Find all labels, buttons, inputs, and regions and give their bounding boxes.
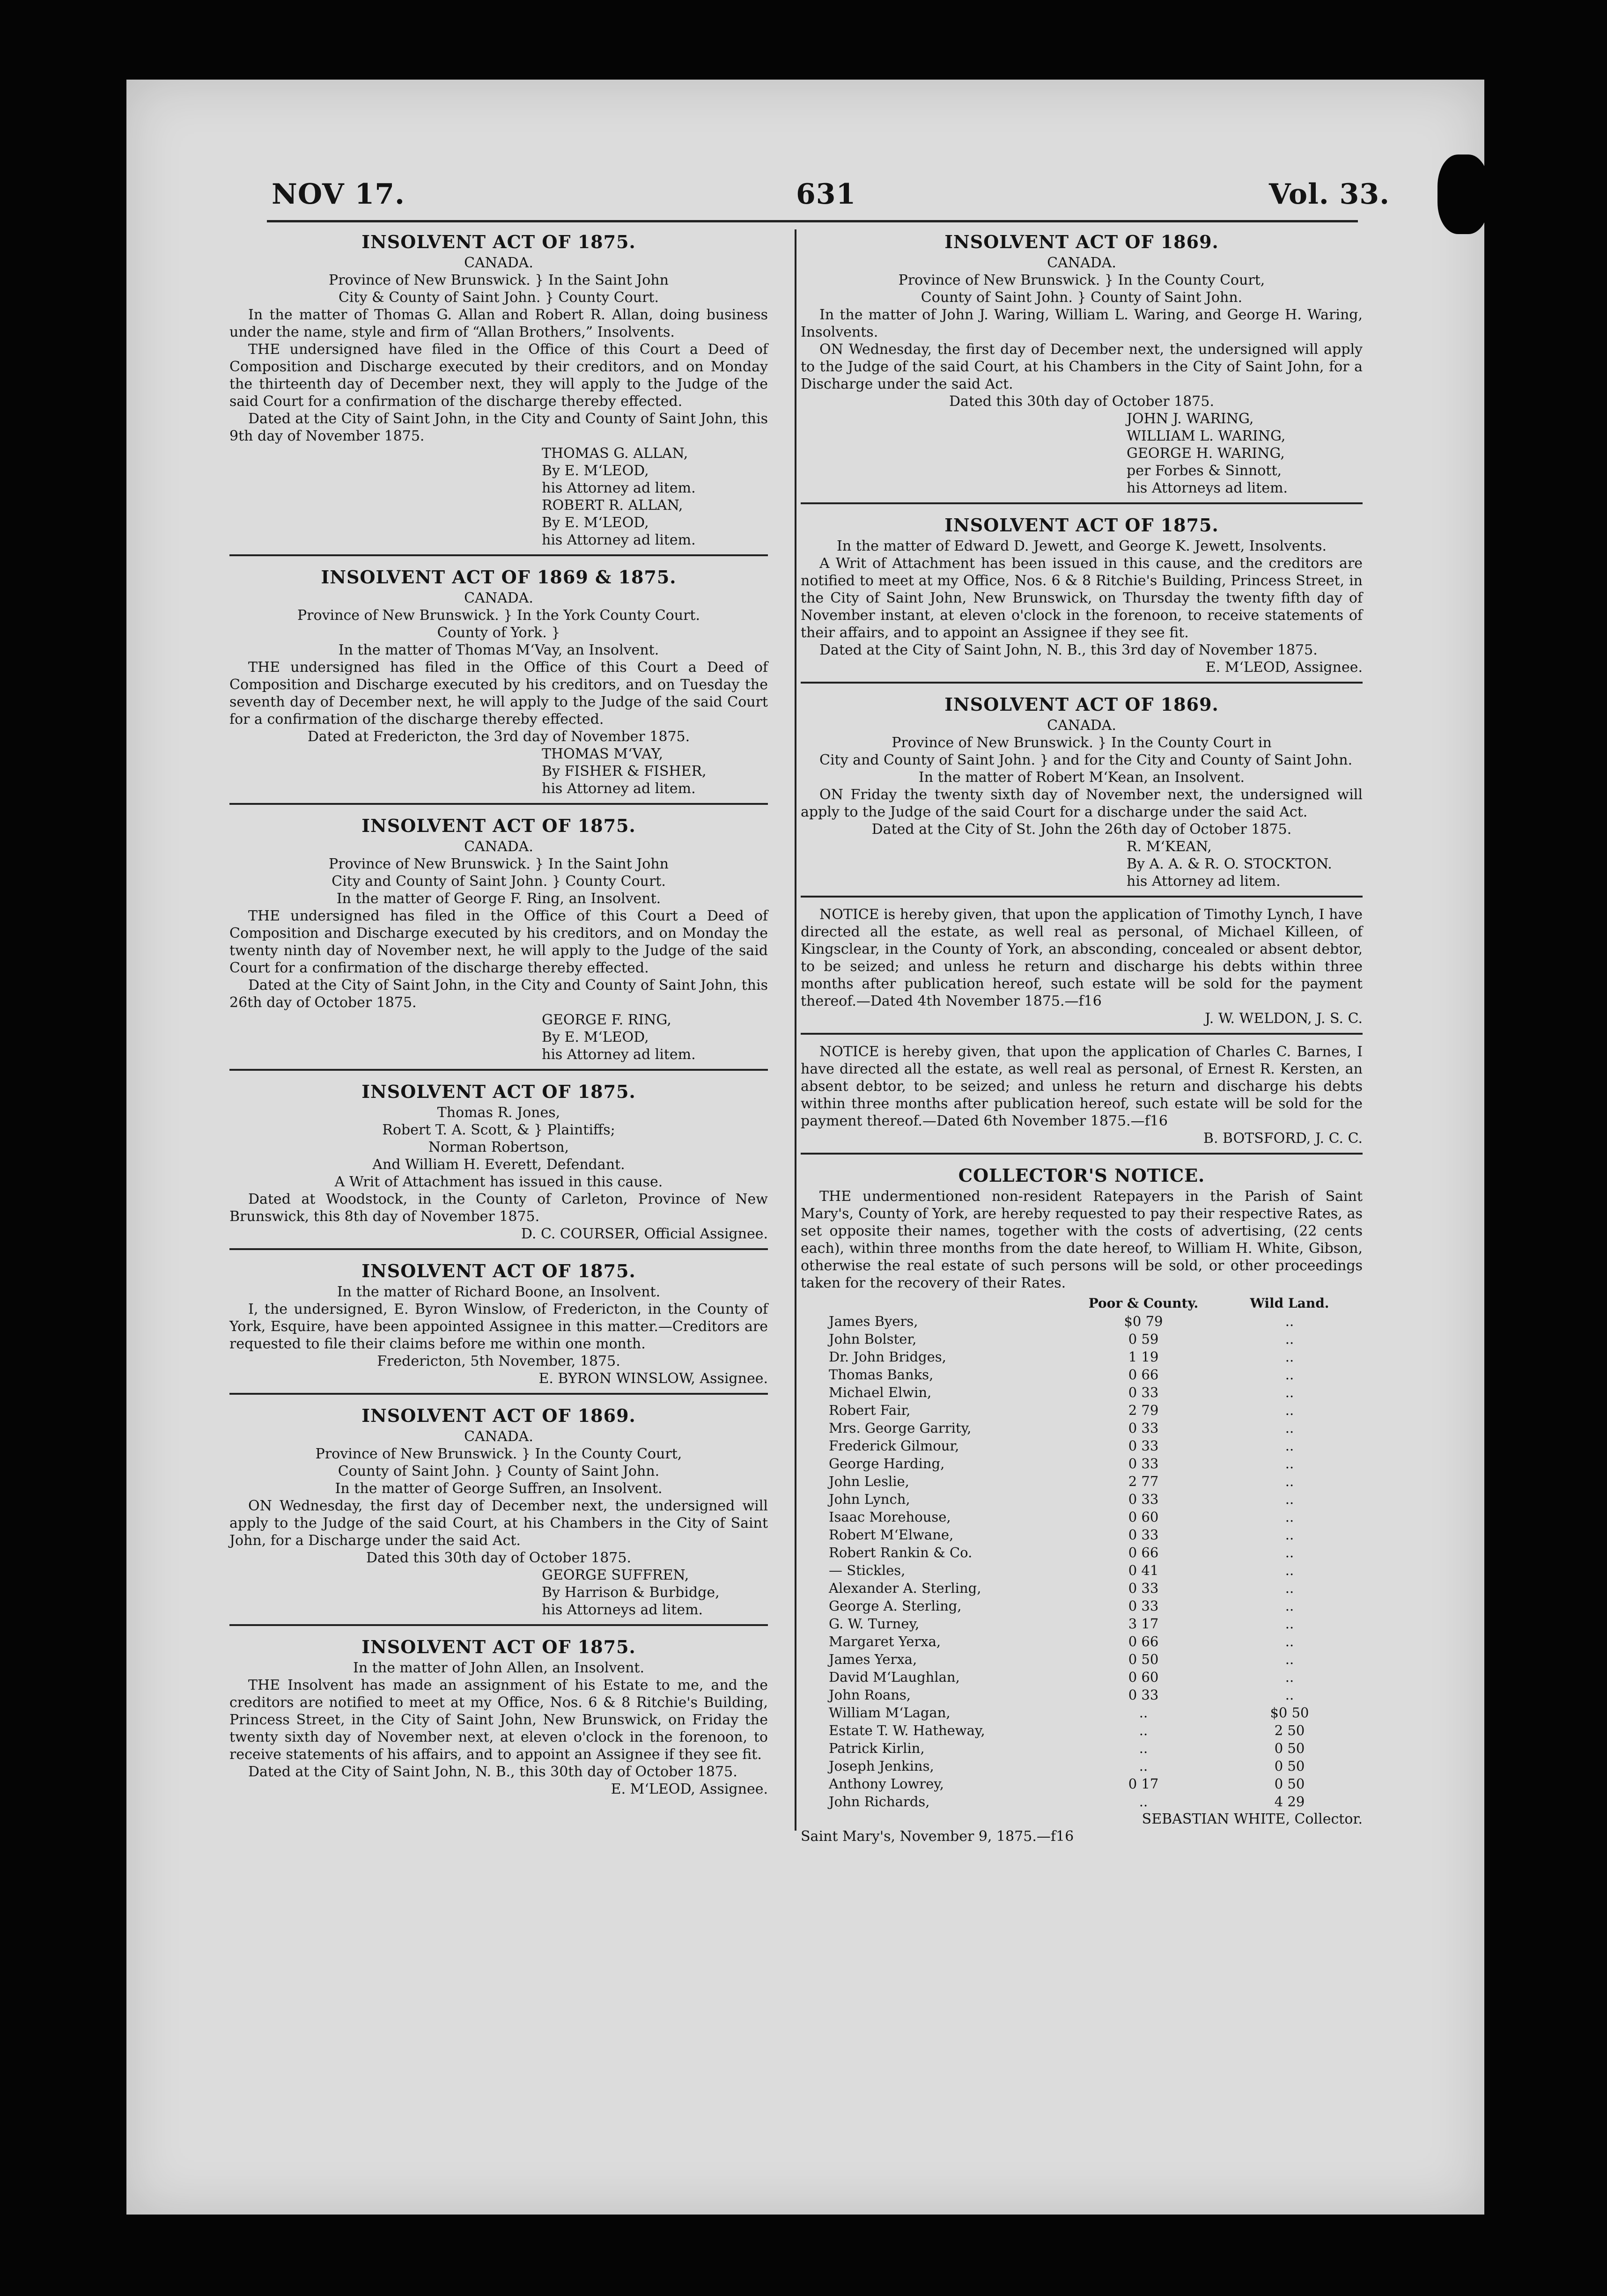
table-row	[801, 1419, 1363, 1437]
notice-line: Dated at the City of Saint John, N. B., this 3rd day of November 1875.	[819, 642, 1318, 658]
table-row	[801, 1775, 1363, 1793]
notice-title: INSOLVENT ACT OF 1875.	[944, 515, 1219, 536]
table-row	[801, 1526, 1363, 1544]
table-row	[801, 1312, 1363, 1330]
ratepayer-name: John Lynch,	[829, 1491, 910, 1507]
poor-county-rate: 0 33	[1128, 1491, 1159, 1507]
ratepayer-name: David M‘Laughlan,	[829, 1669, 960, 1685]
notice-line: Thomas R. Jones,	[437, 1104, 560, 1121]
notice-signature: his Attorney ad litem.	[542, 532, 696, 548]
notice-line: NOTICE is hereby given, that upon the application of Charles C. Barnes, I have directed all the estate, as well real as personal, of Ernest R. Kersten, an absent debtor, to be seized; and unless he return and discharge his debts within three months after publication hereof, such estate will be sold for the payment thereof.—Dated 6th November 1875.—f16	[801, 1044, 1363, 1129]
poor-county-rate: 0 33	[1128, 1438, 1159, 1454]
ratepayer-name: James Byers,	[829, 1313, 918, 1329]
insolvency-notice	[801, 508, 1363, 684]
table-row	[801, 1757, 1363, 1775]
wild-land-rate: ..	[1285, 1580, 1294, 1596]
wild-land-rate: ..	[1285, 1331, 1294, 1347]
wild-land-rate: ..	[1285, 1687, 1294, 1703]
notice-line: CANADA.	[464, 839, 533, 855]
notice-line: In the matter of George Suffren, an Insolvent.	[335, 1480, 663, 1497]
insolvency-notice	[801, 225, 1363, 504]
notice-line: Dated at the City of Saint John, N. B., this 30th day of October 1875.	[248, 1764, 737, 1780]
collector-title: COLLECTOR'S NOTICE.	[958, 1165, 1205, 1186]
wild-land-rate: ..	[1285, 1420, 1294, 1436]
wild-land-rate: ..	[1285, 1509, 1294, 1525]
notice-line: Robert T. A. Scott, & } Plaintiffs;	[382, 1122, 615, 1138]
poor-county-rate: 2 77	[1128, 1473, 1159, 1489]
notice-title: INSOLVENT ACT OF 1869.	[944, 231, 1219, 252]
table-row	[801, 1330, 1363, 1348]
notice-line: Province of New Brunswick. } In the Saint John	[329, 272, 669, 288]
insolvency-notice	[801, 1038, 1363, 1155]
notice-line: THE undersigned has filed in the Office of this Court a Deed of Composition and Discharge executed by his creditors, and on Tuesday the seventh day of December next, he will apply to the Judge of the said Court for a confirmation of the discharge thereby effected.	[229, 659, 768, 728]
poor-county-rate: 0 33	[1128, 1456, 1159, 1472]
poor-county-rate: 3 17	[1128, 1616, 1159, 1632]
ratepayer-name: Dr. John Bridges,	[829, 1349, 946, 1365]
gazette-page	[126, 80, 1484, 2215]
ratepayer-name: Mrs. George Garrity,	[829, 1420, 972, 1436]
notice-line: City & County of Saint John. } County Court.	[338, 289, 659, 306]
collector-text: THE undermentioned non-resident Ratepayers in the Parish of Saint Mary's, County of York, are hereby requested to pay their respective Rates, as set opposite their names, together with the costs of advertising, (22 cents each), within three months from the date hereof, to William H. White, Gibson, otherwise the real estate of such persons will be sold, or other proceedings taken for the recovery of their Rates.	[801, 1188, 1363, 1291]
poor-county-rate: 0 33	[1128, 1527, 1159, 1543]
notice-line: County of York. }	[437, 625, 560, 641]
notice-signature: E. M‘LEOD, Assignee.	[611, 1781, 768, 1797]
table-row	[801, 1722, 1363, 1739]
ratepayer-name: Frederick Gilmour,	[829, 1438, 959, 1454]
notice-signature: per Forbes & Sinnott,	[1127, 463, 1282, 479]
wild-land-rate: 0 50	[1274, 1776, 1305, 1792]
header-rule	[267, 220, 1358, 222]
notice-line: Dated this 30th day of October 1875.	[949, 393, 1214, 410]
notice-line: Province of New Brunswick. } In the York County Court.	[297, 607, 700, 624]
insolvency-notice	[229, 1398, 768, 1626]
wild-land-rate: 0 50	[1274, 1740, 1305, 1756]
notice-line: CANADA.	[1047, 717, 1116, 734]
ratepayer-name: George A. Sterling,	[829, 1598, 962, 1614]
ratepayer-name: Joseph Jenkins,	[829, 1758, 934, 1774]
table-row	[801, 1490, 1363, 1508]
insolvency-notice	[229, 1630, 768, 1803]
notice-line: Province of New Brunswick. } In the County Court in	[892, 735, 1272, 751]
wild-land-rate: ..	[1285, 1562, 1294, 1578]
wild-land-rate: ..	[1285, 1634, 1294, 1649]
ratepayer-name: — Stickles,	[829, 1562, 906, 1578]
ratepayer-name: G. W. Turney,	[829, 1616, 920, 1632]
notice-line: Dated at the City of Saint John, in the City and County of Saint John, this 9th day of November 1875.	[229, 411, 768, 444]
notice-signature: By E. M‘LEOD,	[542, 515, 649, 531]
table-row	[801, 1579, 1363, 1597]
wild-land-rate: ..	[1285, 1384, 1294, 1400]
insolvency-notice	[229, 560, 768, 805]
notice-signature: JOHN J. WARING,	[1127, 411, 1254, 427]
poor-county-rate: ..	[1139, 1722, 1148, 1738]
notice-line: NOTICE is hereby given, that upon the application of Timothy Lynch, I have directed all the estate, as well real as personal, of Michael Killeen, of Kingsclear, in the County of York, an absconding, concealed or absent debtor, to be seized; and unless he return and discharge his debts within three months after publication hereof, such estate will be sold for the payment thereof.—Dated 4th November 1875.—f16	[801, 906, 1363, 1009]
wild-land-rate: ..	[1285, 1651, 1294, 1667]
notice-signature: his Attorney ad litem.	[542, 480, 696, 496]
table-row	[801, 1793, 1363, 1810]
ratepayer-name: Robert Rankin & Co.	[829, 1545, 973, 1560]
table-row	[801, 1668, 1363, 1686]
notice-line: A Writ of Attachment has issued in this cause.	[334, 1174, 663, 1190]
notice-line: In the matter of Thomas G. Allan and Robert R. Allan, doing business under the name, style and firm of “Allan Brothers,” Insolvents.	[229, 307, 768, 340]
insolvency-notice	[229, 225, 768, 556]
issue-date: NOV 17.	[272, 178, 405, 211]
notice-line: THE undersigned has filed in the Office of this Court a Deed of Composition and Discharge executed by his creditors, and on Monday the twenty ninth day of November next, he will apply to the Judge of the said Court for a confirmation of the discharge thereby effected.	[229, 908, 768, 976]
notice-line: CANADA.	[464, 1428, 533, 1445]
ratepayer-name: Michael Elwin,	[829, 1384, 932, 1400]
ratepayer-name: Isaac Morehouse,	[829, 1509, 951, 1525]
notice-signature: THOMAS M‘VAY,	[542, 746, 663, 762]
table-row	[801, 1615, 1363, 1633]
notice-line: City and County of Saint John. } and for the City and County of Saint John.	[819, 752, 1353, 768]
poor-county-rate: 0 33	[1128, 1598, 1159, 1614]
notice-line: In the matter of Robert M‘Kean, an Insolvent.	[918, 769, 1245, 786]
wild-land-rate: ..	[1285, 1438, 1294, 1454]
poor-county-rate: 0 33	[1128, 1580, 1159, 1596]
poor-county-rate: 0 33	[1128, 1420, 1159, 1436]
wild-land-rate: ..	[1285, 1313, 1294, 1329]
col-poor-county: Poor & County.	[1088, 1295, 1199, 1311]
ink-blot	[1437, 155, 1489, 234]
notice-line: Province of New Brunswick. } In the Saint John	[329, 856, 669, 872]
table-row	[801, 1597, 1363, 1615]
table-row	[801, 1739, 1363, 1757]
poor-county-rate: 0 17	[1128, 1776, 1159, 1792]
notice-signature: R. M‘KEAN,	[1127, 839, 1212, 855]
notice-signature: WILLIAM L. WARING,	[1127, 428, 1286, 444]
wild-land-rate: ..	[1285, 1367, 1294, 1383]
wild-land-rate: ..	[1285, 1349, 1294, 1365]
notice-line: Dated at the City of St. John the 26th day of October 1875.	[871, 821, 1292, 838]
ratepayer-name: Anthony Lowrey,	[829, 1776, 944, 1792]
poor-county-rate: 0 50	[1128, 1651, 1159, 1667]
wild-land-rate: ..	[1285, 1402, 1294, 1418]
insolvency-notice	[229, 809, 768, 1071]
notice-title: INSOLVENT ACT OF 1875.	[361, 1636, 636, 1657]
ratepayer-name: Robert M‘Elwane,	[829, 1527, 954, 1543]
notice-signature: GEORGE SUFFREN,	[542, 1567, 689, 1583]
notice-line: In the matter of Thomas M‘Vay, an Insolvent.	[338, 642, 659, 658]
notice-line: CANADA.	[1047, 255, 1116, 271]
notice-title: INSOLVENT ACT OF 1875.	[361, 231, 636, 252]
notice-line: CANADA.	[464, 255, 533, 271]
notice-signature: By A. A. & R. O. STOCKTON.	[1127, 856, 1332, 872]
col-name	[801, 1295, 1070, 1312]
notice-line: Province of New Brunswick. } In the County Court,	[315, 1446, 682, 1462]
notice-line: I, the undersigned, E. Byron Winslow, of Fredericton, in the County of York, Esquire, have been appointed Assignee in this matter.—Creditors are requested to file their claims before me within one month.	[229, 1301, 768, 1352]
notice-signature: his Attorney ad litem.	[542, 780, 696, 797]
notice-line: Dated this 30th day of October 1875.	[366, 1550, 631, 1566]
notice-line: Dated at Woodstock, in the County of Carleton, Province of New Brunswick, this 8th day of November 1875.	[229, 1191, 768, 1225]
notice-signature: E. BYRON WINSLOW, Assignee.	[538, 1370, 768, 1387]
volume-label: Vol. 33.	[1269, 178, 1390, 211]
wild-land-rate: $0 50	[1270, 1705, 1309, 1721]
notice-signature: ROBERT R. ALLAN,	[542, 497, 683, 514]
poor-county-rate: 0 41	[1128, 1562, 1159, 1578]
table-row	[801, 1383, 1363, 1401]
notice-line: In the matter of Richard Boone, an Insolvent.	[337, 1284, 661, 1300]
notice-signature: GEORGE F. RING,	[542, 1012, 671, 1028]
notice-signature: his Attorneys ad litem.	[1127, 480, 1288, 496]
insolvency-notice	[229, 1254, 768, 1395]
table-row	[801, 1650, 1363, 1668]
ratepayer-name: John Leslie,	[829, 1473, 909, 1489]
insolvency-notice	[229, 1074, 768, 1250]
notice-title: INSOLVENT ACT OF 1875.	[361, 1260, 636, 1281]
notice-signature: his Attorneys ad litem.	[542, 1602, 703, 1618]
poor-county-rate: 2 79	[1128, 1402, 1159, 1418]
table-row	[801, 1366, 1363, 1383]
ratepayer-name: Robert Fair,	[829, 1402, 911, 1418]
wild-land-rate: ..	[1285, 1473, 1294, 1489]
notice-signature: B. BOTSFORD, J. C. C.	[1203, 1130, 1363, 1147]
notice-signature: J. W. WELDON, J. S. C.	[1205, 1010, 1363, 1027]
ratepayer-name: Alexander A. Sterling,	[829, 1580, 981, 1596]
notice-signature: By E. M‘LEOD,	[542, 1029, 649, 1045]
table-row	[801, 1437, 1363, 1455]
notice-signature: his Attorney ad litem.	[1127, 873, 1281, 890]
notice-line: ON Wednesday, the first day of December next, the undersigned will apply to the Judge of the said Court, at his Chambers in the City of Saint John, for a Discharge under the said Act.	[801, 341, 1363, 392]
ratepayer-name: Margaret Yerxa,	[829, 1634, 941, 1649]
poor-county-rate: 0 60	[1128, 1669, 1159, 1685]
collector-footer: Saint Mary's, November 9, 1875.—f16	[801, 1828, 1074, 1845]
notice-line: ON Wednesday, the first day of December next, the undersigned will apply to the Judge of the said Court, at his Chambers in the City of Saint John, for a Discharge under the said Act.	[229, 1498, 768, 1549]
insolvency-notice	[801, 687, 1363, 898]
table-row	[801, 1472, 1363, 1490]
wild-land-rate: 4 29	[1274, 1794, 1305, 1810]
table-row	[801, 1704, 1363, 1722]
poor-county-rate: 0 33	[1128, 1687, 1159, 1703]
notice-signature: By E. M‘LEOD,	[542, 463, 649, 479]
poor-county-rate: ..	[1139, 1740, 1148, 1756]
col-wild-land: Wild Land.	[1250, 1295, 1329, 1311]
insolvency-notice	[801, 901, 1363, 1035]
poor-county-rate: ..	[1139, 1705, 1148, 1721]
left-column	[229, 225, 768, 1807]
notice-title: INSOLVENT ACT OF 1875.	[361, 815, 636, 836]
wild-land-rate: ..	[1285, 1527, 1294, 1543]
ratepayer-name: John Richards,	[829, 1794, 930, 1810]
table-row	[801, 1455, 1363, 1472]
poor-county-rate: 0 66	[1128, 1634, 1159, 1649]
notice-line: Norman Robertson,	[428, 1139, 569, 1155]
notice-line: ON Friday the twenty sixth day of November next, the undersigned will apply to the Judge of the said Court for a discharge under the said Act.	[801, 787, 1363, 820]
ratepayer-name: James Yerxa,	[829, 1651, 917, 1667]
notice-line: City and County of Saint John. } County Court.	[332, 873, 666, 890]
notice-signature: E. M‘LEOD, Assignee.	[1205, 659, 1363, 676]
ratepayer-name: Patrick Kirlin,	[829, 1740, 925, 1756]
notice-line: A Writ of Attachment has been issued in this cause, and the creditors are notified to meet at my Office, Nos. 6 & 8 Ritchie's Building, Princess Street, in the City of Saint John, New Brunswick, on Thursday the twenty fifth day of November instant, at eleven o'clock in the forenoon, to receive statements of their affairs, and to appoint an Assignee if they see fit.	[801, 555, 1363, 641]
notice-line: THE Insolvent has made an assignment of his Estate to me, and the creditors are notified to meet at my Office, Nos. 6 & 8 Ritchie's Building, Princess Street, in the City of Saint John, New Brunswick, on Friday the twenty sixth day of November next, at eleven o'clock in the forenoon, to receive statements of his affairs, and to appoint an Assignee if they see fit.	[229, 1677, 768, 1763]
notice-line: In the matter of John Allen, an Insolvent.	[353, 1660, 644, 1676]
wild-land-rate: ..	[1285, 1545, 1294, 1560]
poor-county-rate: ..	[1139, 1758, 1148, 1774]
notice-signature: THOMAS G. ALLAN,	[542, 445, 688, 462]
wild-land-rate: ..	[1285, 1616, 1294, 1632]
table-row	[801, 1508, 1363, 1526]
notice-line: In the matter of John J. Waring, William L. Waring, and George H. Waring, Insolvents.	[801, 307, 1363, 340]
table-row	[801, 1544, 1363, 1561]
ratepayer-name: Thomas Banks,	[829, 1367, 934, 1383]
notice-title: INSOLVENT ACT OF 1875.	[361, 1081, 636, 1102]
wild-land-rate: ..	[1285, 1669, 1294, 1685]
collector-signature: SEBASTIAN WHITE, Collector.	[1142, 1811, 1363, 1827]
page-number: 631	[796, 178, 856, 211]
notice-signature: his Attorney ad litem.	[542, 1046, 696, 1063]
table-row	[801, 1686, 1363, 1704]
ratepayer-name: George Harding,	[829, 1456, 945, 1472]
wild-land-rate: ..	[1285, 1456, 1294, 1472]
rates-table	[801, 1295, 1363, 1810]
notice-line: Fredericton, 5th November, 1875.	[377, 1353, 620, 1369]
poor-county-rate: ..	[1139, 1794, 1148, 1810]
notice-signature: By Harrison & Burbidge,	[542, 1584, 720, 1601]
notice-title: INSOLVENT ACT OF 1869.	[361, 1405, 636, 1426]
notice-line: In the matter of George F. Ring, an Insolvent.	[336, 890, 661, 907]
notice-signature: D. C. COURSER, Official Assignee.	[521, 1226, 768, 1242]
poor-county-rate: 0 33	[1128, 1384, 1159, 1400]
poor-county-rate: 0 60	[1128, 1509, 1159, 1525]
notice-line: CANADA.	[464, 590, 533, 606]
notice-line: County of Saint John. } County of Saint John.	[338, 1463, 660, 1479]
poor-county-rate: 0 66	[1128, 1545, 1159, 1560]
notice-line: And William H. Everett, Defendant.	[372, 1156, 625, 1173]
table-row	[801, 1633, 1363, 1650]
notice-line: THE undersigned have filed in the Office of this Court a Deed of Composition and Discharge executed by their creditors, and on Monday the thirteenth day of December next, they will apply to the Judge of the said Court for a confirmation of the discharge thereby effected.	[229, 341, 768, 410]
notice-line: Dated at Fredericton, the 3rd day of November 1875.	[307, 729, 690, 745]
collector-notice	[801, 1158, 1363, 1851]
ratepayer-name: William M‘Lagan,	[829, 1705, 951, 1721]
poor-county-rate: 0 66	[1128, 1367, 1159, 1383]
table-row	[801, 1561, 1363, 1579]
notice-signature: GEORGE H. WARING,	[1127, 445, 1285, 462]
table-row	[801, 1348, 1363, 1366]
ratepayer-name: John Bolster,	[829, 1331, 917, 1347]
wild-land-rate: ..	[1285, 1598, 1294, 1614]
notice-line: Dated at the City of Saint John, in the City and County of Saint John, this 26th day of October 1875.	[229, 977, 768, 1011]
column-rule	[795, 229, 796, 1831]
notice-line: County of Saint John. } County of Saint John.	[921, 289, 1243, 306]
notice-line: In the matter of Edward D. Jewett, and George K. Jewett, Insolvents.	[836, 538, 1327, 554]
wild-land-rate: 0 50	[1274, 1758, 1305, 1774]
ratepayer-name: John Roans,	[829, 1687, 911, 1703]
poor-county-rate: $0 79	[1124, 1313, 1163, 1329]
poor-county-rate: 0 59	[1128, 1331, 1159, 1347]
wild-land-rate: ..	[1285, 1491, 1294, 1507]
notice-signature: By FISHER & FISHER,	[542, 763, 707, 780]
right-column	[801, 225, 1363, 1854]
wild-land-rate: 2 50	[1274, 1722, 1305, 1738]
table-row	[801, 1401, 1363, 1419]
ratepayer-name: Estate T. W. Hatheway,	[829, 1722, 985, 1738]
notice-title: INSOLVENT ACT OF 1869 & 1875.	[321, 567, 677, 588]
notice-line: Province of New Brunswick. } In the County Court,	[898, 272, 1265, 288]
notice-title: INSOLVENT ACT OF 1869.	[944, 694, 1219, 715]
poor-county-rate: 1 19	[1128, 1349, 1159, 1365]
